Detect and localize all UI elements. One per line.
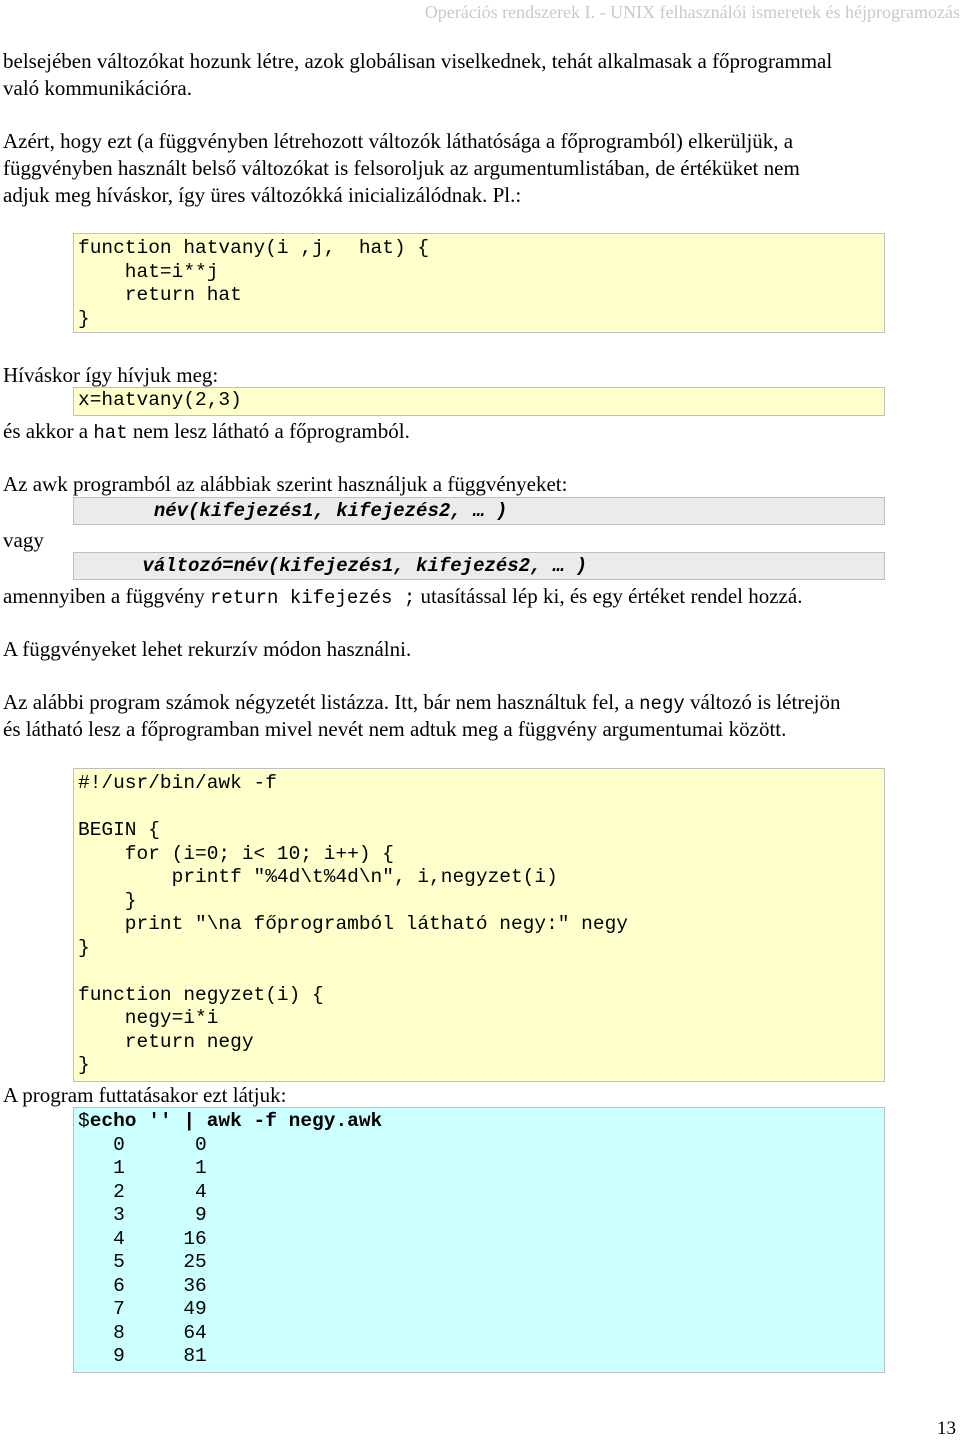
paragraph-line: függvényben használt belső változókat is felsoroljuk az argumentumlistában, de értéküket nem xyxy=(3,156,800,180)
code-block-hatvany-function: function hatvany(i ,j, hat) { hat=i**j return hat } xyxy=(73,233,885,333)
terminal-output: 0 0 1 1 2 4 3 9 4 16 5 25 6 36 7 49 8 64 9 81 xyxy=(113,1133,207,1367)
page-number: 13 xyxy=(937,1418,956,1439)
inline-code-return: return kifejezés ; xyxy=(210,587,416,609)
paragraph-line: belsejében változókat hozunk létre, azok globálisan viselkednek, tehát alkalmasak a főprogrammal xyxy=(3,49,833,73)
paragraph-call-intro: Híváskor így hívjuk meg: xyxy=(3,363,219,387)
paragraph-usage-intro: Az awk programból az alábbiak szerint használjuk a függvényeket: xyxy=(3,472,568,496)
terminal-prompt: $ xyxy=(78,1110,90,1132)
syntax-assignment-call: változó=név(kifejezés1, kifejezés2, … ) xyxy=(73,552,885,580)
paragraph-recursive: A függvényeket lehet rekurzív módon használni. xyxy=(3,637,412,661)
paragraph-squares: Az alábbi program számok négyzetét listázza. Itt, bár nem használtuk fel, a negy változó is létrejön xyxy=(3,690,841,715)
paragraph-or: vagy xyxy=(3,528,44,552)
paragraph-line: és látható lesz a főprogramban mivel nevét nem adtuk meg a függvény argumentumai között. xyxy=(3,717,787,741)
code-block-awk-program: #!/usr/bin/awk -f BEGIN { for (i=0; i< 10; i++) { printf "%4d\t%4d\n", i,negyzet(i) } print "\na főprogramból látható negy:" negy } function negyzet(i) { negy=i*i return negy } xyxy=(73,768,885,1082)
paragraph-run-intro: A program futtatásakor ezt látjuk: xyxy=(3,1083,287,1107)
inline-code-negy: negy xyxy=(639,693,685,715)
inline-code-hat: hat xyxy=(93,422,128,444)
syntax-function-call: név(kifejezés1, kifejezés2, … ) xyxy=(73,497,885,525)
paragraph-visibility: és akkor a hat nem lesz látható a főprogramból. xyxy=(3,419,410,444)
paragraph-line: adjuk meg híváskor, így üres változókká inicializálódnak. Pl.: xyxy=(3,183,522,207)
running-header: Operációs rendszerek I. - UNIX felhasználói ismeretek és héjprogramozás xyxy=(424,2,960,22)
paragraph-line: Azért, hogy ezt (a függvényben létrehozott változók láthatósága a főprogramból) elkerüljük, a xyxy=(3,129,794,153)
paragraph-return: amennyiben a függvény return kifejezés ; utasítással lép ki, és egy értéket rendel hozzá. xyxy=(3,584,803,609)
code-block-hatvany-call: x=hatvany(2,3) xyxy=(73,387,885,416)
paragraph-line: való kommunikációra. xyxy=(3,76,192,100)
terminal-output-block xyxy=(73,1107,885,1373)
terminal-command: echo '' | awk -f negy.awk xyxy=(89,1110,383,1132)
